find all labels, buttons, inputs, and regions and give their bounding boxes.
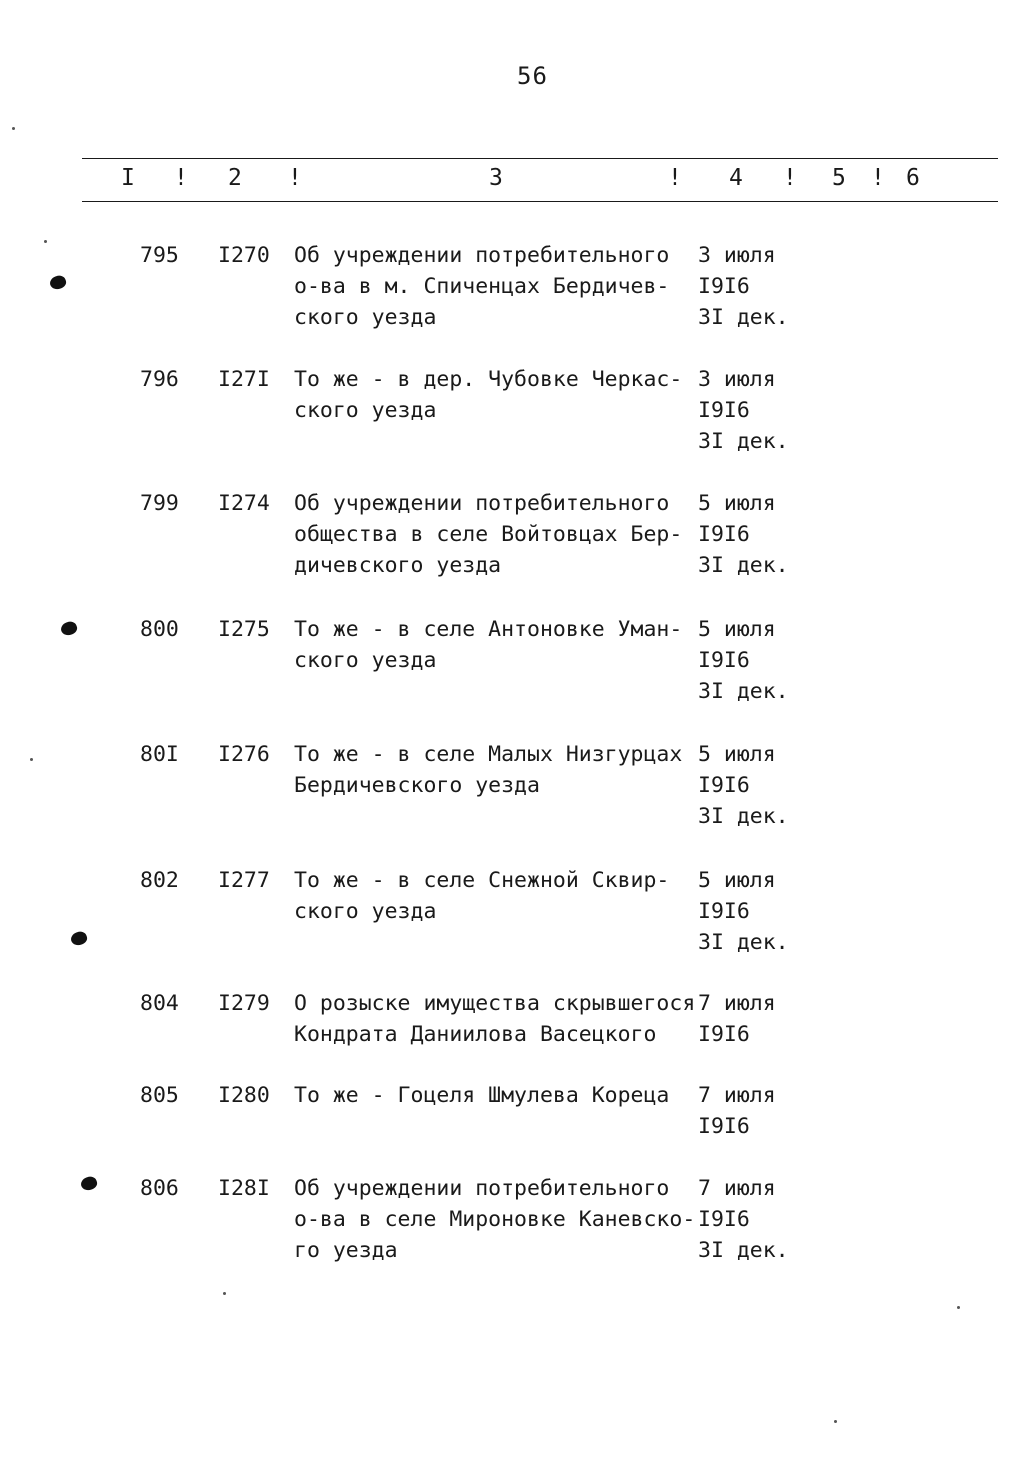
description-line: Об учреждении потребительного [294,491,670,516]
description-line: То же - Гоцеля Шмулева Кореца [294,1083,670,1108]
scan-speck [957,1306,960,1309]
entry-description [294,865,694,927]
entry-description [294,739,694,801]
description-line: о-ва в м. Спиченцах Бердичев- [294,274,670,299]
entry-description [294,614,694,676]
entry-id: I28I [218,1176,270,1201]
header-col-4: 4 [729,165,743,191]
description-line: ского уезда [294,305,437,330]
description-line: То же - в селе Антоновке Уман- [294,617,683,642]
date-line: 3I дек. [698,305,789,330]
entry-description [294,240,694,333]
entry-description [294,988,694,1050]
scan-speck [834,1420,837,1423]
punch-hole-mark [59,620,78,638]
entry-number: 799 [140,491,179,516]
entry-number: 802 [140,868,179,893]
entry-description [294,1080,694,1111]
description-line: дичевского уезда [294,553,502,578]
header-col-3: 3 [489,165,503,191]
date-line: 5 июля [698,617,776,642]
date-line: 5 июля [698,868,776,893]
punch-hole-mark [79,1175,98,1193]
date-line: 3I дек. [698,553,789,578]
entry-number: 805 [140,1083,179,1108]
header-col-2: 2 [228,165,242,191]
entry-description [294,1173,694,1266]
header-col-1: I [121,165,135,191]
date-line: 5 июля [698,742,776,767]
date-line: I9I6 [698,773,750,798]
date-line: I9I6 [698,398,750,423]
punch-hole-mark [69,930,88,948]
header-separator: ! [174,165,188,191]
description-line: Кондрата Даниилова Васецкого [294,1022,657,1047]
description-line: То же - в дер. Чубовке Черкас- [294,367,683,392]
date-line: I9I6 [698,1022,750,1047]
scan-speck [223,1292,226,1295]
header-separator: ! [871,165,885,191]
date-line: 7 июля [698,991,776,1016]
entry-id: I280 [218,1083,270,1108]
entry-id: I276 [218,742,270,767]
date-line: 3I дек. [698,429,789,454]
entry-dates [698,1080,808,1142]
description-line: Бердичевского уезда [294,773,540,798]
entry-number: 800 [140,617,179,642]
date-line: 3 июля [698,243,776,268]
date-line: I9I6 [698,274,750,299]
entry-dates [698,364,808,457]
description-line: Об учреждении потребительного [294,243,670,268]
description-line: ского уезда [294,398,437,423]
description-line: о-ва в селе Мироновке Каневско- [294,1207,696,1232]
entry-number: 804 [140,991,179,1016]
entry-dates [698,865,808,958]
entry-dates [698,488,808,581]
date-line: I9I6 [698,1207,750,1232]
entry-number: 80I [140,742,179,767]
entry-number: 806 [140,1176,179,1201]
date-line: I9I6 [698,1114,750,1139]
table-top-rule [82,158,998,159]
header-col-5: 5 [832,165,846,191]
page-number: 56 [517,62,548,90]
entry-dates [698,614,808,707]
description-line: То же - в селе Снежной Сквир- [294,868,670,893]
date-line: 3I дек. [698,1238,789,1263]
date-line: 3 июля [698,367,776,392]
description-line: О розыске имущества скрывшегося [294,991,696,1016]
description-line: То же - в селе Малых Низгурцах [294,742,683,767]
entry-dates [698,988,808,1050]
entry-dates [698,739,808,832]
header-separator: ! [783,165,797,191]
entry-id: I279 [218,991,270,1016]
description-line: общества в селе Войтовцах Бер- [294,522,683,547]
entry-dates [698,240,808,333]
date-line: 3I дек. [698,679,789,704]
date-line: I9I6 [698,522,750,547]
date-line: 3I дек. [698,804,789,829]
table-header-rule [82,201,998,202]
date-line: 3I дек. [698,930,789,955]
scan-speck [30,758,33,761]
scan-speck [44,240,47,243]
entry-description [294,364,694,426]
date-line: 7 июля [698,1083,776,1108]
description-line: Об учреждении потребительного [294,1176,670,1201]
description-line: ского уезда [294,648,437,673]
scan-speck [12,127,15,130]
description-line: го уезда [294,1238,398,1263]
entry-description [294,488,694,581]
date-line: I9I6 [698,899,750,924]
description-line: ского уезда [294,899,437,924]
entry-id: I277 [218,868,270,893]
punch-hole-mark [48,274,67,292]
entry-id: I270 [218,243,270,268]
header-separator: ! [288,165,302,191]
entry-id: I27I [218,367,270,392]
date-line: I9I6 [698,648,750,673]
entry-number: 795 [140,243,179,268]
date-line: 7 июля [698,1176,776,1201]
entry-id: I275 [218,617,270,642]
entry-dates [698,1173,808,1266]
header-col-6: 6 [906,165,920,191]
entry-id: I274 [218,491,270,516]
header-separator: ! [668,165,682,191]
date-line: 5 июля [698,491,776,516]
entry-number: 796 [140,367,179,392]
